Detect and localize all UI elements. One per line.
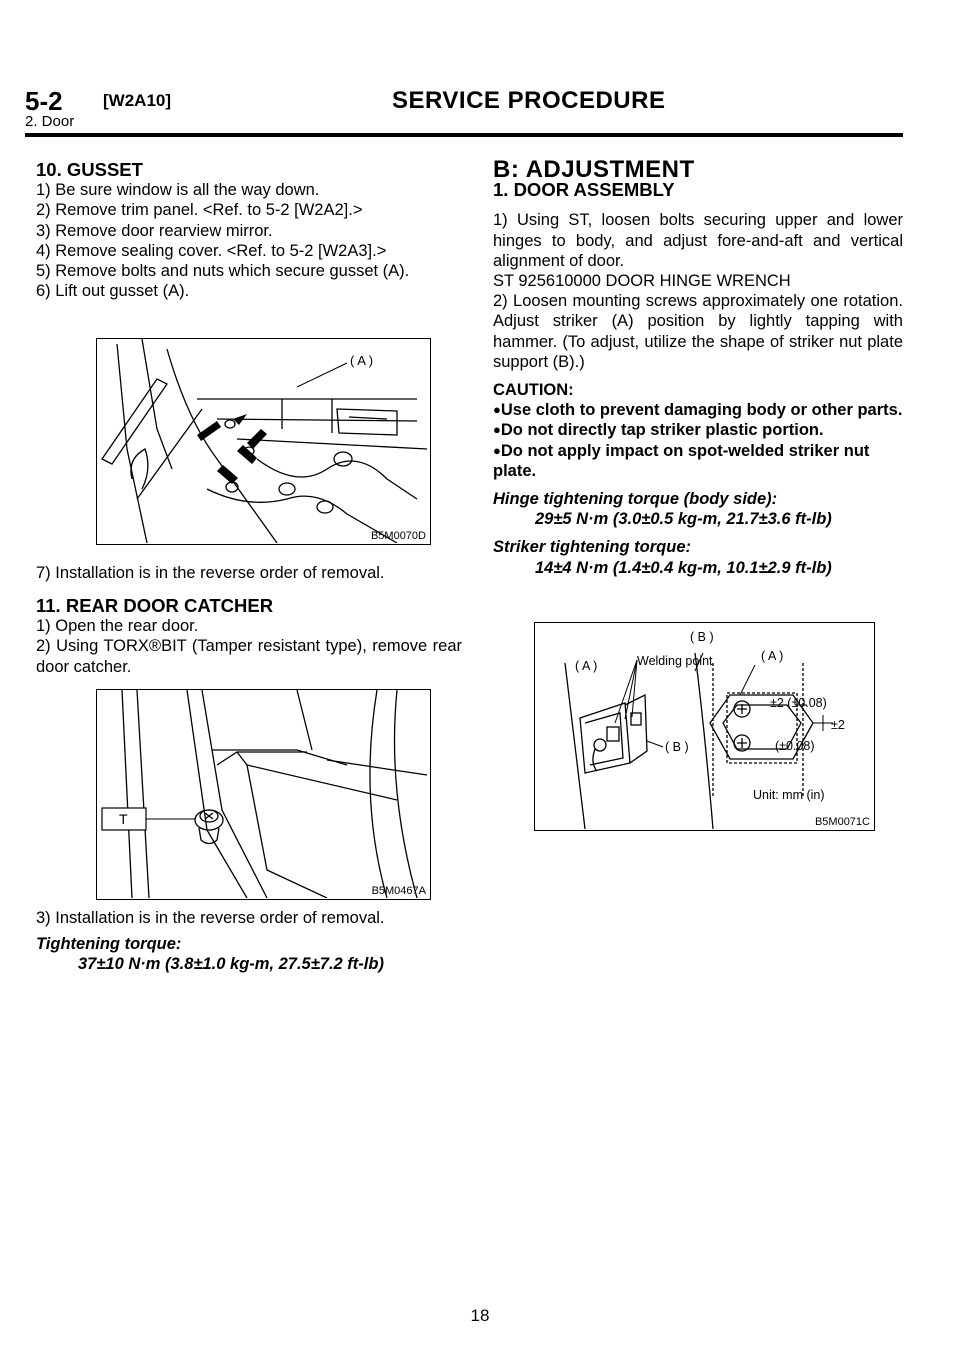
catcher-figure	[96, 689, 431, 900]
catcher-after	[36, 908, 462, 975]
bullet-icon: ●	[493, 402, 501, 418]
tolerance-label: ±2 (±0.08)	[770, 696, 827, 710]
caution-text: Use cloth to prevent damaging body or other parts.	[500, 401, 903, 420]
hinge-value: 29±5 N·m (3.0±0.5 kg-m, 21.7±3.6 ft-lb)	[535, 510, 832, 529]
striker-drawing	[535, 623, 873, 829]
st-line: ST 925610000 DOOR HINGE WRENCH	[493, 272, 791, 291]
page-title: SERVICE PROCEDURE	[392, 87, 666, 114]
label-a-left: ( A )	[575, 659, 598, 673]
striker-figure	[534, 622, 875, 831]
right-column	[493, 156, 903, 578]
gusset-step: 4) Remove sealing cover. <Ref. to 5-2 [W2A3].>	[36, 241, 387, 260]
bullet-icon: ●	[493, 442, 501, 458]
caution-item	[493, 420, 903, 440]
catcher-callout: T	[119, 811, 128, 827]
striker-label: Striker tightening torque:	[493, 538, 691, 557]
tolerance-label: ±2	[831, 718, 845, 732]
catcher-after-text: 3) Installation is in the reverse order of removal.	[36, 909, 385, 927]
striker-value: 14±4 N·m (1.4±0.4 kg-m, 10.1±2.9 ft-lb)	[535, 558, 832, 577]
gusset-step: 3) Remove door rearview mirror.	[36, 221, 273, 240]
gusset-after	[36, 563, 462, 583]
catcher-step: 2) Using TORX®BIT (Tamper resistant type), remove rear door catcher.	[36, 637, 462, 676]
page-number: 18	[470, 1306, 490, 1325]
gusset-step: 5) Remove bolts and nuts which secure gusset (A).	[36, 262, 410, 281]
torque-label: Tightening torque:	[36, 935, 182, 954]
label-welding-point: Welding point	[637, 654, 713, 668]
gusset-heading: 10. GUSSET	[36, 159, 143, 180]
gusset-after-text: 7) Installation is in the reverse order of removal.	[36, 564, 385, 582]
gusset-step: 1) Be sure window is all the way down.	[36, 181, 320, 200]
catcher-heading: 11. REAR DOOR CATCHER	[36, 595, 274, 616]
gusset-callout: ( A )	[350, 353, 374, 368]
ref-code: [W2A10]	[103, 91, 172, 110]
gusset-step: 2) Remove trim panel. <Ref. to 5-2 [W2A2].>	[36, 201, 363, 220]
adjust-step: 1) Using ST, loosen bolts securing upper and lower hinges to body, and adjust fore-and-aft and vertical alignment of door.	[493, 211, 903, 270]
label-b-top: ( B )	[690, 630, 714, 644]
adjustment-heading: B: ADJUSTMENT	[493, 156, 695, 183]
catcher-drawing	[97, 690, 429, 898]
door-assembly-heading: 1. DOOR ASSEMBLY	[493, 179, 675, 201]
bullet-icon: ●	[493, 422, 501, 438]
figure-id: B5M0467A	[371, 885, 426, 897]
adjust-step: 2) Loosen mounting screws approximately one rotation. Adjust striker (A) position by lightly tapping with hammer. (To adjust, utilize the shape of striker nut plate support (B).)	[493, 292, 903, 371]
header-rule	[25, 133, 903, 137]
caution-label: CAUTION:	[493, 381, 574, 400]
caution-item	[493, 441, 903, 481]
section-code: 5-2	[25, 86, 63, 116]
caution-item	[493, 400, 903, 420]
gusset-drawing	[97, 339, 429, 543]
gusset-figure	[96, 338, 431, 545]
caution-text: Do not directly tap striker plastic portion.	[500, 421, 824, 440]
catcher-section	[36, 596, 462, 677]
torque-value: 37±10 N·m (3.8±1.0 kg-m, 27.5±7.2 ft-lb)	[78, 955, 384, 974]
caution-text: Do not apply impact on spot-welded striker nut plate.	[493, 441, 870, 480]
gusset-step: 6) Lift out gusset (A).	[36, 282, 190, 301]
hinge-label: Hinge tightening torque (body side):	[493, 490, 778, 509]
figure-id: B5M0070D	[370, 530, 426, 542]
label-a-right: ( A )	[761, 649, 784, 663]
catcher-step: 1) Open the rear door.	[36, 617, 199, 636]
tolerance-label: (±0.08)	[775, 739, 815, 753]
figure-id: B5M0071C	[814, 816, 870, 828]
label-b-bottom: ( B )	[665, 740, 689, 754]
left-column	[36, 160, 462, 301]
unit-label: Unit: mm (in)	[753, 788, 825, 802]
page-subtitle: 2. Door	[25, 113, 75, 130]
